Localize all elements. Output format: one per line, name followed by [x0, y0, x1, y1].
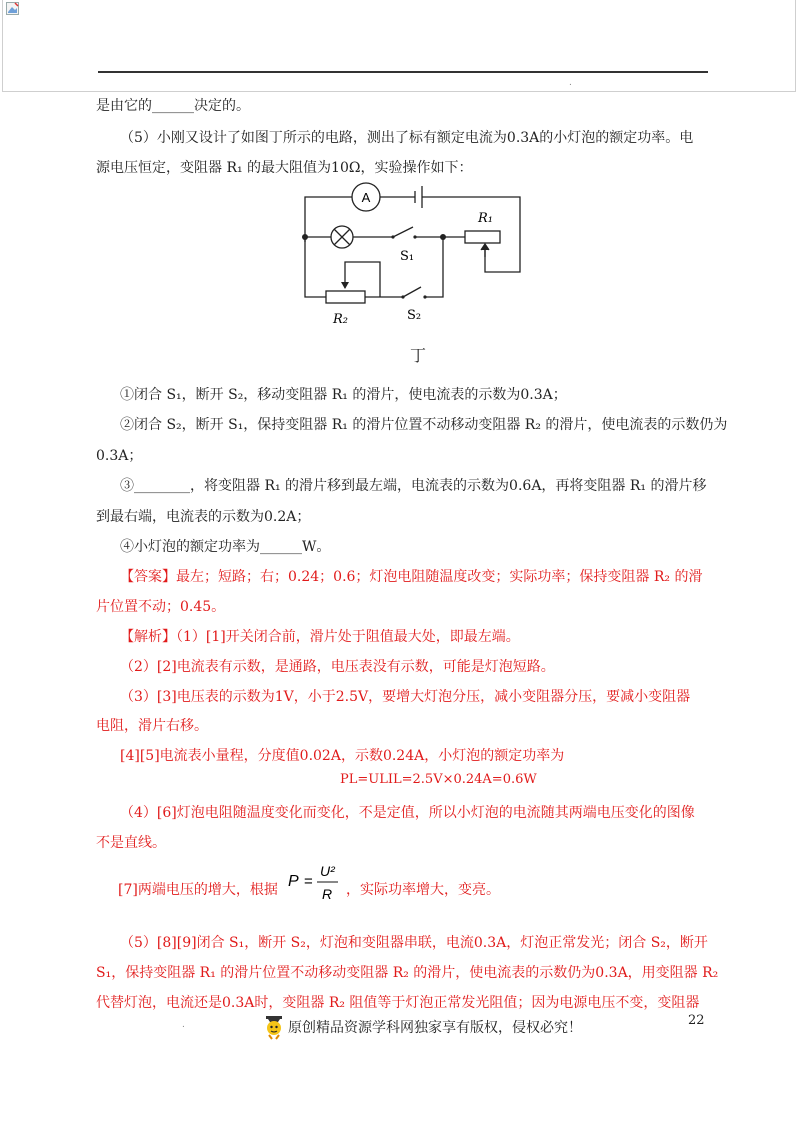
step-3-cont: 到最右端，电流表的示数为0.2A； — [96, 509, 311, 525]
step-4: ④小灯泡的额定功率为______W。 — [120, 539, 331, 555]
explanation-8: （5）[8][9]闭合 S₁，断开 S₂，灯泡和变阻器串联，电流0.3A，灯泡正常发光；闭合 S₂，断开 — [120, 935, 708, 951]
step-1: ①闭合 S₁，断开 S₂，移动变阻器 R₁ 的滑片，使电流表的示数为0.3A； — [120, 387, 567, 403]
r1-label: R₁ — [478, 211, 493, 226]
circuit-diagram — [295, 182, 530, 332]
explanation-8-cont2: 代替灯泡，电流还是0.3A时，变阻器 R₂ 阻值等于灯泡正常发光阻值；因为电源电压不变，变阻器 — [96, 995, 700, 1011]
frac-numerator: U² — [320, 863, 335, 879]
explanation-1: 【解析】（1）[1]开关闭合前，滑片处于阻值最大处，即最左端。 — [120, 629, 520, 645]
step-2: ②闭合 S₂，断开 S₁，保持变阻器 R₁ 的滑片位置不动移动变阻器 R₂ 的滑片，使电流表的示数仍为 — [120, 417, 728, 433]
step-3: ③________，将变阻器 R₁ 的滑片移到最左端，电流表的示数为0.6A，再将变阻器 R₁ 的滑片移 — [120, 478, 707, 494]
explanation-7-pre: [7]两端电压的增大，根据 — [118, 882, 278, 898]
resistor-r1 — [465, 231, 500, 243]
ammeter-label: A — [361, 190, 371, 205]
footer-dot: . — [182, 1020, 185, 1030]
broken-image-icon — [6, 2, 19, 15]
power-formula: PL=ULIL=2.5V×0.24A=0.6W — [340, 772, 537, 787]
text-line: 源电压恒定，变阻器 R₁ 的最大阻值为10Ω，实验操作如下： — [96, 160, 473, 176]
page-header — [2, 0, 796, 92]
explanation-8-cont: S₁，保持变阻器 R₁ 的滑片位置不动移动变阻器 R₂ 的滑片，使电流表的示数仍为0.3A，用变阻器 R₂ — [96, 965, 719, 981]
s1-label: S₁ — [400, 249, 415, 264]
frac-denominator: R — [322, 886, 333, 902]
r2-label: R₂ — [333, 312, 348, 327]
explanation-7-post: ，实际功率增大，变亮。 — [346, 882, 500, 898]
text-line: （5）小刚又设计了如图丁所示的电路，测出了标有额定电流为0.3A的小灯泡的额定功率。电 — [120, 130, 694, 146]
page-number: 22 — [688, 1013, 705, 1028]
s2-label: S₂ — [407, 308, 422, 323]
footer — [182, 1014, 582, 1040]
header-dot: . — [569, 78, 572, 88]
explanation-6-cont: 不是直线。 — [96, 835, 166, 851]
figure-caption: 丁 — [410, 346, 427, 365]
frac-eq: = — [304, 873, 313, 890]
explanation-4-5: [4][5]电流表小量程，分度值0.02A，示数0.24A，小灯泡的额定功率为 — [120, 748, 565, 764]
answer-line: 【答案】最左；短路；右；0.24；0.6；灯泡电阻随温度改变；实际功率；保持变阻器 R₂ 的滑 — [120, 569, 703, 585]
explanation-2: （2）[2]电流表有示数，是通路，电压表没有示数，可能是灯泡短路。 — [120, 659, 555, 675]
power-fraction — [286, 858, 346, 904]
text-line: 是由它的______决定的。 — [96, 98, 250, 114]
resistor-r2 — [326, 291, 365, 303]
answer-line-cont: 片位置不动；0.45。 — [96, 599, 226, 615]
step-2-cont: 0.3A； — [96, 448, 143, 464]
copyright-text: 原创精品资源学科网独家享有版权，侵权必究！ — [288, 1020, 582, 1036]
frac-lhs: P — [288, 873, 299, 890]
explanation-6: （4）[6]灯泡电阻随温度变化而变化，不是定值，所以小灯泡的电流随其两端电压变化的图像 — [120, 805, 695, 821]
explanation-3: （3）[3]电压表的示数为1V，小于2.5V，要增大灯泡分压，减小变阻器分压，要减小变阻器 — [120, 689, 691, 705]
header-rule — [98, 71, 708, 73]
explanation-3-cont: 电阻，滑片右移。 — [96, 718, 208, 734]
mascot-icon — [262, 1014, 286, 1040]
